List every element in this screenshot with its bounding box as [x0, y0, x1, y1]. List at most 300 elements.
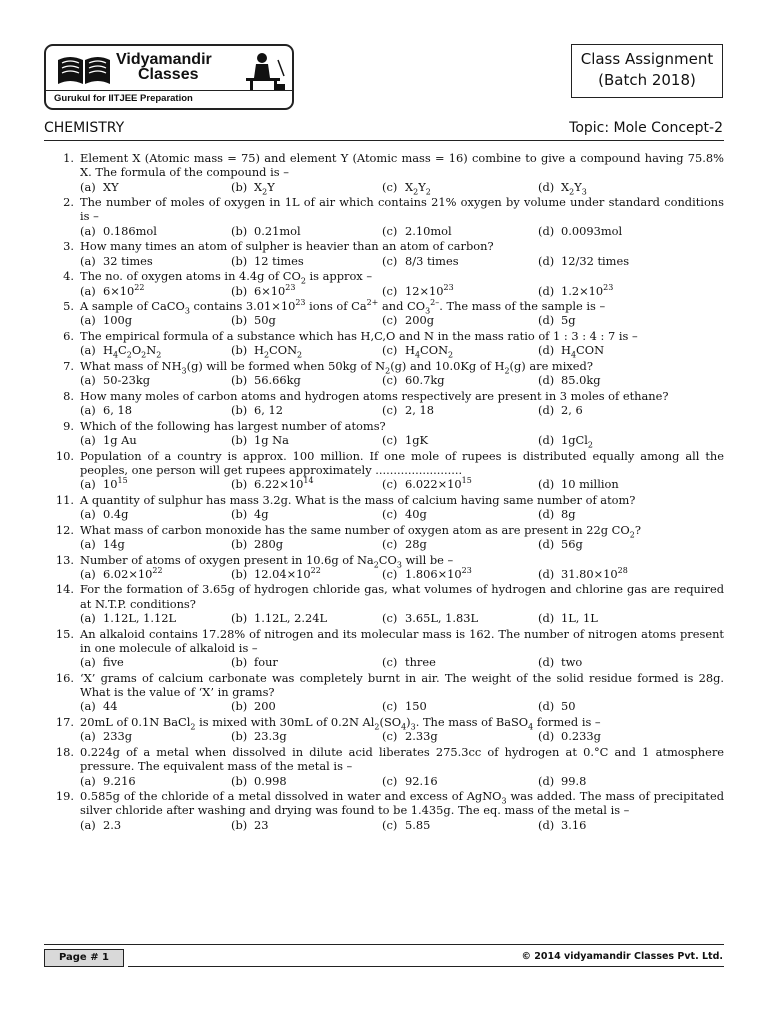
- question-text: [44, 715, 724, 732]
- option-label: (a): [80, 729, 96, 744]
- logo: [44, 44, 294, 110]
- option-d: [538, 477, 688, 491]
- option-value: three: [405, 655, 436, 670]
- logo-name: Vidyamandir Classes: [116, 51, 212, 83]
- option-c: [382, 774, 538, 788]
- option-label: (a): [80, 699, 96, 714]
- option-label: (d): [538, 729, 555, 744]
- option-value: 14g: [103, 536, 125, 551]
- option-d: [538, 655, 688, 669]
- option-b: [231, 611, 382, 625]
- header-rule: [44, 140, 724, 141]
- option-label: (a): [80, 403, 96, 418]
- option-a: [80, 180, 231, 194]
- option-value: 10 million: [561, 477, 619, 492]
- question-number: 9.: [63, 418, 74, 433]
- option-label: (c): [382, 283, 398, 298]
- option-label: (b): [231, 729, 248, 744]
- option-row: [44, 254, 724, 268]
- question-stem: Element X (Atomic mass = 75) and element Y (Atomic mass = 16) combine to give a compound having 75.8% X. The formula of the compound is –: [80, 151, 724, 180]
- option-d: [538, 224, 688, 238]
- option-label: (c): [382, 403, 398, 418]
- option-row: [44, 433, 724, 450]
- question-stem: How many times an atom of sulpher is heavier than an atom of carbon?: [80, 239, 494, 254]
- option-c: [382, 343, 538, 360]
- option-value: $12\times 10^{23}$: [405, 282, 454, 298]
- question-number: 4.: [63, 269, 74, 284]
- option-value: $X_2Y_2$: [405, 179, 431, 196]
- option-value: 1gK: [405, 433, 429, 448]
- question-stem: How many moles of carbon atoms and hydrogen atoms respectively are present in 3 moles of ethane?: [80, 388, 669, 403]
- option-label: (b): [231, 817, 248, 832]
- option-label: (c): [382, 773, 398, 788]
- option-label: (d): [538, 817, 555, 832]
- option-value: 92.16: [405, 773, 438, 788]
- option-a: [80, 313, 231, 327]
- option-row: [44, 180, 724, 194]
- option-d: [538, 537, 688, 551]
- option-label: (b): [231, 507, 248, 522]
- option-value: 23: [254, 817, 269, 832]
- option-value: 0.4g: [103, 507, 129, 522]
- option-label: (d): [538, 253, 555, 268]
- question-item: [44, 151, 724, 194]
- option-value: 28g: [405, 536, 427, 551]
- option-d: [538, 818, 688, 832]
- option-value: 200: [254, 699, 276, 714]
- option-value: 40g: [405, 507, 427, 522]
- question-item: [44, 359, 724, 388]
- option-value: 3.16: [561, 817, 587, 832]
- question-item: [44, 329, 724, 358]
- option-value: 6, 18: [103, 403, 132, 418]
- option-label: (a): [80, 223, 96, 238]
- option-c: [382, 254, 538, 268]
- option-c: [382, 507, 538, 521]
- option-value: 1.12L, 1.12L: [103, 611, 177, 626]
- option-value: $X_2Y_3$: [561, 179, 587, 196]
- option-label: (c): [382, 655, 398, 670]
- option-value: 50-23kg: [103, 373, 151, 388]
- option-label: (c): [382, 343, 398, 358]
- option-b: [231, 180, 382, 194]
- option-d: [538, 403, 688, 417]
- option-label: (c): [382, 179, 398, 194]
- option-value: 200g: [405, 313, 435, 328]
- question-number: 1.: [63, 151, 74, 165]
- option-label: (a): [80, 283, 96, 298]
- question-stem: 20mL of 0.1N BaCl$_2$ is mixed with 30mL of 0.2N $Al_2(SO_4)_3$. The mass of BaSO$_4$ formed is –: [80, 715, 601, 732]
- option-value: 56.66kg: [254, 373, 301, 388]
- option-c: [382, 655, 538, 669]
- question-number: 14.: [55, 582, 74, 597]
- option-row: [44, 403, 724, 417]
- option-value: 8/3 times: [405, 253, 459, 268]
- option-value: $31.80\times 10^{28}$: [561, 566, 628, 581]
- option-value: 100g: [103, 313, 133, 328]
- option-value: $1.2\times 10^{23}$: [561, 282, 614, 298]
- option-value: 0.186mol: [103, 223, 157, 238]
- option-label: (d): [538, 373, 555, 388]
- option-d: [538, 774, 688, 788]
- question-item: [44, 627, 724, 670]
- question-item: [44, 239, 724, 268]
- question-item: [44, 523, 724, 552]
- option-value: 3.65L, 1.83L: [405, 611, 479, 626]
- question-text: [44, 298, 724, 316]
- option-value: 1L, 1L: [561, 611, 598, 626]
- option-c: [382, 611, 538, 625]
- question-item: [44, 419, 724, 448]
- option-label: (b): [231, 773, 248, 788]
- option-value: $H_4CON_2$: [405, 343, 454, 360]
- question-item: [44, 389, 724, 418]
- option-c: [382, 403, 538, 417]
- option-label: (d): [538, 403, 555, 418]
- option-row: [44, 699, 724, 713]
- option-value: 5.85: [405, 817, 431, 832]
- option-c: [382, 477, 538, 491]
- option-label: (d): [538, 283, 555, 298]
- question-number: 7.: [63, 358, 74, 373]
- option-value: 32 times: [103, 253, 153, 268]
- question-number: 11.: [55, 492, 74, 507]
- question-text: [44, 582, 724, 611]
- option-value: 5g: [561, 313, 576, 328]
- question-text: [44, 419, 724, 433]
- question-stem: Number of atoms of oxygen present in 10.6g of $Na_2CO_3$ will be –: [80, 552, 454, 569]
- option-label: (a): [80, 611, 96, 626]
- option-b: [231, 729, 382, 743]
- question-text: [44, 553, 724, 567]
- option-label: (c): [382, 536, 398, 551]
- option-a: [80, 343, 231, 360]
- question-item: [44, 745, 724, 788]
- option-value: $6.22\times 10^{14}$: [254, 476, 314, 492]
- option-value: 23.3g: [254, 729, 287, 744]
- option-label: (b): [231, 655, 248, 670]
- option-value: 2.33g: [405, 729, 438, 744]
- option-row: [44, 507, 724, 521]
- option-label: (d): [538, 773, 555, 788]
- option-c: [382, 729, 538, 743]
- option-d: [538, 567, 688, 581]
- assignment-batch: (Batch 2018): [598, 71, 696, 89]
- question-number: 13.: [55, 552, 74, 567]
- option-b: [231, 655, 382, 669]
- question-number: 3.: [63, 239, 74, 254]
- option-row: [44, 655, 724, 669]
- option-a: [80, 774, 231, 788]
- question-stem: Which of the following has largest number of atoms?: [80, 418, 386, 433]
- option-b: [231, 818, 382, 832]
- question-text: [44, 671, 724, 700]
- option-value: 0.998: [254, 773, 287, 788]
- option-label: (a): [80, 179, 96, 194]
- option-value: two: [561, 655, 583, 670]
- option-d: [538, 611, 688, 625]
- option-label: (c): [382, 313, 398, 328]
- option-label: (a): [80, 433, 96, 448]
- option-b: [231, 313, 382, 327]
- option-label: (b): [231, 477, 248, 492]
- option-a: [80, 433, 231, 447]
- option-label: (a): [80, 343, 96, 358]
- option-label: (a): [80, 566, 96, 581]
- option-a: [80, 254, 231, 268]
- option-label: (c): [382, 699, 398, 714]
- option-value: $6.02\times 10^{22}$: [103, 566, 163, 581]
- option-value: 0.0093mol: [561, 223, 623, 238]
- option-a: [80, 507, 231, 521]
- option-row: [44, 818, 724, 832]
- option-value: 1gCl$_2$: [561, 433, 593, 450]
- option-value: 233g: [103, 729, 133, 744]
- option-label: (c): [382, 507, 398, 522]
- question-stem: What mass of carbon monoxide has the same number of oxygen atom as are present in 22g $CO_2$?: [80, 522, 641, 539]
- assignment-box: [571, 44, 723, 98]
- option-label: (c): [382, 433, 398, 448]
- option-label: (a): [80, 536, 96, 551]
- option-b: [231, 774, 382, 788]
- option-value: 44: [103, 699, 118, 714]
- option-b: [231, 254, 382, 268]
- subject-title: CHEMISTRY: [44, 120, 125, 136]
- option-d: [538, 373, 688, 387]
- option-label: (a): [80, 817, 96, 832]
- option-c: [382, 699, 538, 713]
- option-a: [80, 284, 231, 298]
- question-text: [44, 745, 724, 774]
- option-label: (b): [231, 373, 248, 388]
- option-row: [44, 343, 724, 360]
- option-a: [80, 699, 231, 713]
- footer-rule: [44, 944, 724, 945]
- question-item: [44, 449, 724, 492]
- option-value: 1g Au: [103, 433, 137, 448]
- option-label: (b): [231, 699, 248, 714]
- option-value: $12.04\times 10^{22}$: [254, 566, 321, 581]
- option-value: 1.12L, 2.24L: [254, 611, 328, 626]
- option-d: [538, 313, 688, 327]
- option-d: [538, 433, 688, 450]
- question-text: [44, 195, 724, 224]
- footer-line: [128, 966, 724, 967]
- option-value: 12 times: [254, 253, 304, 268]
- question-number: 2.: [63, 195, 74, 210]
- option-value: 150: [405, 699, 427, 714]
- option-label: (b): [231, 611, 248, 626]
- option-d: [538, 254, 688, 268]
- option-a: [80, 611, 231, 625]
- option-label: (d): [538, 536, 555, 551]
- option-label: (c): [382, 223, 398, 238]
- option-value: 12/32 times: [561, 253, 630, 268]
- option-row: [44, 224, 724, 238]
- option-row: [44, 567, 724, 581]
- option-d: [538, 507, 688, 521]
- option-a: [80, 477, 231, 491]
- books-icon: [56, 54, 112, 86]
- question-stem: The no. of oxygen atoms in 4.4g of $CO_2$ is approx –: [80, 269, 373, 286]
- option-b: [231, 284, 382, 298]
- option-d: [538, 699, 688, 713]
- copyright: © 2014 vidyamandir Classes Pvt. Ltd.: [521, 951, 723, 962]
- option-value: 60.7kg: [405, 373, 445, 388]
- question-text: [44, 358, 724, 376]
- option-label: (b): [231, 313, 248, 328]
- question-text: [44, 239, 724, 253]
- option-row: [44, 313, 724, 327]
- question-stem: 0.224g of a metal when dissolved in dilute acid liberates 275.3cc of hydrogen at 0.°C and 1 atmosphere pressure. The equivalent mass of the metal is –: [80, 744, 724, 774]
- question-stem: A sample of CaCO$_3$ contains $3.01\times 10^{23}$ ions of $Ca^{2+}$ and $CO_3^{2-}$. The mass of the sample is –: [80, 298, 606, 316]
- option-value: 6, 12: [254, 403, 283, 418]
- option-label: (a): [80, 655, 96, 670]
- option-label: (d): [538, 611, 555, 626]
- student-at-desk-icon: [242, 50, 288, 94]
- option-value: $1.806\times 10^{23}$: [405, 566, 472, 581]
- question-text: [44, 389, 724, 403]
- option-label: (a): [80, 313, 96, 328]
- option-label: (a): [80, 253, 96, 268]
- option-d: [538, 180, 688, 194]
- question-text: [44, 493, 724, 507]
- option-value: 0.233g: [561, 729, 601, 744]
- option-b: [231, 537, 382, 551]
- option-label: (c): [382, 729, 398, 744]
- option-row: [44, 373, 724, 387]
- option-label: (b): [231, 343, 248, 358]
- option-b: [231, 699, 382, 713]
- option-c: [382, 373, 538, 387]
- option-c: [382, 313, 538, 327]
- question-item: [44, 269, 724, 298]
- option-value: 8g: [561, 507, 576, 522]
- question-item: [44, 195, 724, 238]
- question-stem: What mass of $NH_3(g)$ will be formed when 50kg of $N_2(g)$ and 10.0Kg of $H_2(g)$ are mixed?: [80, 358, 593, 376]
- option-b: [231, 477, 382, 491]
- question-text: [44, 151, 724, 180]
- option-b: [231, 433, 382, 447]
- option-label: (d): [538, 477, 555, 492]
- option-b: [231, 373, 382, 387]
- option-c: [382, 433, 538, 447]
- question-item: [44, 299, 724, 328]
- question-item: [44, 493, 724, 522]
- option-label: (b): [231, 253, 248, 268]
- option-a: [80, 567, 231, 581]
- question-stem: Population of a country is approx. 100 million. If one mole of rupees is distributed equally among all the peoples, one person will get rupees approximately ........................: [80, 448, 724, 477]
- option-row: [44, 477, 724, 491]
- question-text: [44, 269, 724, 286]
- question-item: [44, 671, 724, 714]
- option-label: (d): [538, 313, 555, 328]
- option-label: (d): [538, 507, 555, 522]
- question-list: [44, 151, 724, 833]
- question-number: 10.: [55, 448, 74, 463]
- option-label: (c): [382, 611, 398, 626]
- option-value: $6.022\times 10^{15}$: [405, 476, 472, 492]
- option-value: four: [254, 655, 278, 670]
- option-label: (b): [231, 223, 248, 238]
- option-value: 56g: [561, 536, 583, 551]
- option-a: [80, 403, 231, 417]
- option-value: 2.3: [103, 817, 122, 832]
- question-stem: The number of moles of oxygen in 1L of air which contains 21% oxygen by volume under standard conditions is –: [80, 195, 724, 224]
- option-label: (d): [538, 179, 555, 194]
- option-value: XY: [103, 179, 119, 194]
- question-item: [44, 582, 724, 625]
- option-label: (d): [538, 699, 555, 714]
- option-label: (c): [382, 253, 398, 268]
- option-c: [382, 567, 538, 581]
- question-text: [44, 627, 724, 656]
- option-label: (c): [382, 566, 398, 581]
- option-a: [80, 224, 231, 238]
- option-value: 50: [561, 699, 576, 714]
- option-c: [382, 818, 538, 832]
- question-item: [44, 553, 724, 582]
- option-b: [231, 224, 382, 238]
- option-label: (c): [382, 477, 398, 492]
- option-label: (d): [538, 655, 555, 670]
- option-value: five: [103, 655, 124, 670]
- question-stem: 0.585g of the chloride of a metal dissolved in water and excess of AgNO$_3$ was added. The mass of precipitated silver chloride after washing and drying was found to be 1.435g. The eq. mass of the metal is –: [80, 789, 724, 818]
- option-value: 1g Na: [254, 433, 289, 448]
- question-stem: For the formation of 3.65g of hydrogen chloride gas, what volumes of hydrogen and chlorine gas are required at N.T.P. conditions?: [80, 582, 724, 611]
- option-row: [44, 774, 724, 788]
- question-stem: ‘X’ grams of calcium carbonate was completely burnt in air. The weight of the solid residue formed is 28g. What is the value of ‘X’ in grams?: [80, 670, 724, 700]
- option-label: (c): [382, 817, 398, 832]
- option-b: [231, 343, 382, 360]
- question-number: 17.: [55, 715, 74, 730]
- question-text: [44, 329, 724, 343]
- option-value: 2, 18: [405, 403, 434, 418]
- option-label: (a): [80, 773, 96, 788]
- option-c: [382, 284, 538, 298]
- question-text: [44, 523, 724, 537]
- option-value: $6\times 10^{22}$: [103, 282, 145, 298]
- assignment-title: Class Assignment: [580, 50, 714, 68]
- question-number: 18.: [55, 744, 74, 759]
- option-c: [382, 224, 538, 238]
- option-row: [44, 537, 724, 551]
- option-label: (b): [231, 536, 248, 551]
- option-a: [80, 729, 231, 743]
- option-value: $X_2Y$: [254, 179, 275, 196]
- question-number: 19.: [55, 789, 74, 804]
- option-value: $6\times 10^{23}$: [254, 282, 296, 298]
- option-value: $10^{15}$: [103, 476, 128, 492]
- option-value: 99.8: [561, 773, 587, 788]
- option-b: [231, 507, 382, 521]
- option-value: 2, 6: [561, 403, 583, 418]
- option-label: (a): [80, 477, 96, 492]
- option-label: (d): [538, 433, 555, 448]
- option-label: (d): [538, 223, 555, 238]
- option-value: 4g: [254, 507, 269, 522]
- option-value: $H_2CON_2$: [254, 343, 303, 360]
- question-number: 15.: [55, 626, 74, 641]
- option-label: (b): [231, 179, 248, 194]
- option-d: [538, 284, 688, 298]
- option-a: [80, 818, 231, 832]
- question-number: 8.: [63, 388, 74, 403]
- option-value: 50g: [254, 313, 276, 328]
- question-item: [44, 715, 724, 744]
- option-a: [80, 655, 231, 669]
- option-c: [382, 180, 538, 194]
